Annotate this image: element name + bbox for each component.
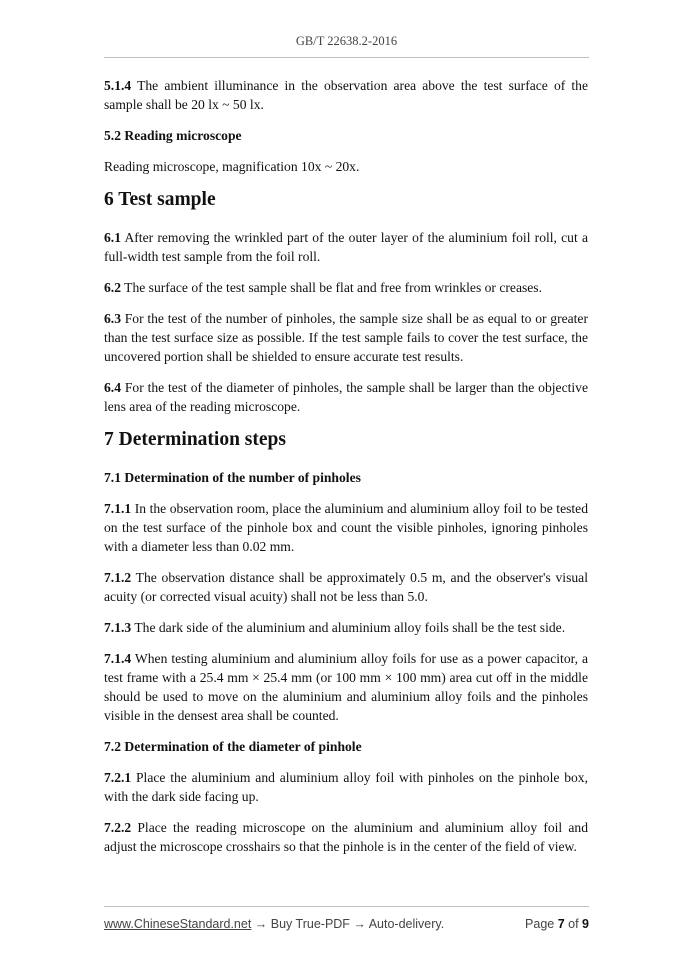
- clause-5-2-text: Reading microscope, magnification 10x ~ 20x.: [104, 159, 360, 174]
- clause-7-1-4: [104, 649, 588, 725]
- clause-text: Place the aluminium and aluminium alloy foil with pinholes on the pinhole box, with the dark side facing up.: [104, 770, 588, 804]
- subsection-5-2-title: 5.2 Reading microscope: [104, 128, 242, 143]
- clause-text: The observation distance shall be approximately 0.5 m, and the observer's visual acuity (or corrected visual acuity) shall not be less than 5.0.: [104, 570, 588, 604]
- footer-promo: [104, 917, 444, 931]
- clause-number: 6.1: [104, 230, 121, 245]
- clause-7-1-3: [104, 618, 588, 637]
- clause-7-2-1: [104, 768, 588, 806]
- clause-number: 7.2.2: [104, 820, 132, 835]
- clause-number: 7.1.3: [104, 620, 132, 635]
- clause-6-3: [104, 309, 588, 366]
- website-link[interactable]: www.ChineseStandard.net: [104, 917, 252, 931]
- page-header: [0, 34, 693, 49]
- clause-text: After removing the wrinkled part of the outer layer of the aluminium foil roll, cut a full-width test sample from the foil roll.: [104, 230, 588, 264]
- clause-6-2: [104, 278, 588, 297]
- clause-number: 7.1.4: [104, 651, 132, 666]
- of-word: of: [564, 917, 583, 931]
- clause-number: 7.1.2: [104, 570, 132, 585]
- page-word: Page: [525, 917, 558, 931]
- clause-text: Place the reading microscope on the aluminium and aluminium alloy foil and adjust the microscope crosshairs so that the pinhole is in the center of the field of view.: [104, 820, 588, 854]
- section-7-heading: 7 Determination steps: [104, 429, 286, 450]
- subsection-7-2-title: 7.2 Determination of the diameter of pinhole: [104, 739, 362, 754]
- footer-divider: [104, 906, 589, 907]
- clause-7-2-2: [104, 818, 588, 856]
- clause-number: 7.1.1: [104, 501, 132, 516]
- clause-text: For the test of the diameter of pinholes, the sample shall be larger than the objective lens area of the reading microscope.: [104, 380, 588, 414]
- clause-5-1-4: [104, 76, 588, 114]
- document-id: GB/T 22638.2-2016: [295, 34, 398, 48]
- total-pages-number: 9: [582, 917, 589, 931]
- section-6-heading: 6 Test sample: [104, 189, 216, 210]
- page-indicator: [525, 917, 589, 931]
- clause-number: 6.3: [104, 311, 121, 326]
- clause-text: The dark side of the aluminium and aluminium alloy foils shall be the test side.: [131, 620, 566, 635]
- clause-number: 6.4: [104, 380, 121, 395]
- footer-tagline: → Buy True-PDF → Auto-delivery.: [251, 917, 445, 931]
- clause-text: For the test of the number of pinholes, the sample size shall be as equal to or greater than the test surface size as possible. If the test sample fails to cover the test surface, the uncovered portion shall be shielded to ensure accurate test results.: [104, 311, 588, 364]
- current-page-number: 7: [557, 917, 565, 931]
- subsection-7-1-title: 7.1 Determination of the number of pinholes: [104, 470, 361, 485]
- clause-number: 5.1.4: [104, 78, 132, 93]
- clause-text: The ambient illuminance in the observation area above the test surface of the sample shall be 20 lx ~ 50 lx.: [104, 78, 588, 112]
- clause-text: In the observation room, place the aluminium and aluminium alloy foil to be tested on the test surface of the pinhole box and count the visible pinholes, ignoring pinholes with a diameter less than 0.02 mm.: [104, 501, 588, 554]
- clause-7-1-1: [104, 499, 588, 556]
- clause-number: 7.2.1: [104, 770, 132, 785]
- clause-number: 6.2: [104, 280, 121, 295]
- clause-text: When testing aluminium and aluminium alloy foils for use as a power capacitor, a test frame with a 25.4 mm × 25.4 mm (or 100 mm × 100 mm) area cut off in the middle should be used to move on the aluminium and aluminium alloy foils and the pinholes visible in the densest area shall be counted.: [104, 651, 588, 723]
- clause-text: The surface of the test sample shall be flat and free from wrinkles or creases.: [121, 280, 542, 295]
- document-body: [104, 76, 588, 868]
- clause-6-4: [104, 378, 588, 416]
- clause-7-1-2: [104, 568, 588, 606]
- header-divider: [104, 57, 589, 58]
- clause-6-1: [104, 228, 588, 266]
